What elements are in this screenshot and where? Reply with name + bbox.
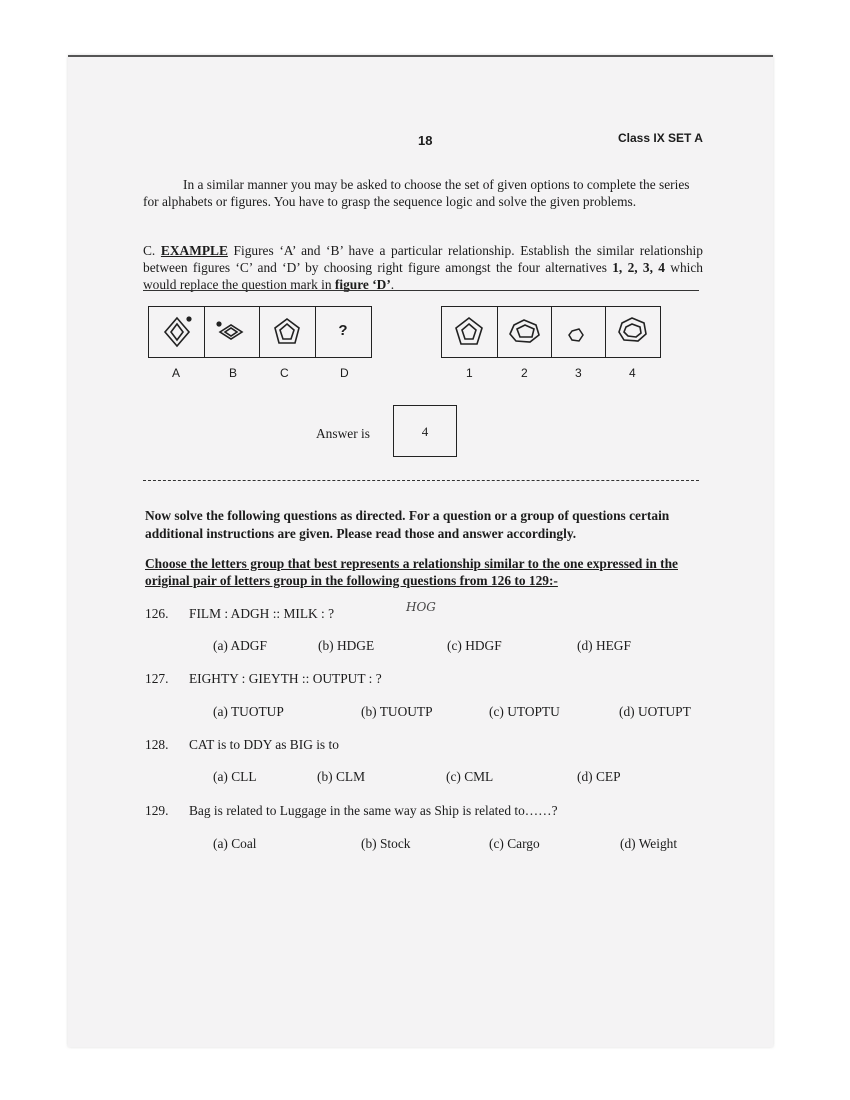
answer-figure-4-hexagon [619, 318, 646, 341]
answer-box [393, 405, 457, 457]
label-b: B [229, 366, 238, 380]
answer-figure-3-pentagon [569, 329, 583, 341]
question-128-option-b: (b) CLM [317, 769, 365, 784]
example-paragraph [143, 242, 703, 293]
example-text-2: which would replace the question mark in [143, 260, 703, 292]
answer-figures-box [441, 306, 661, 358]
page-number: 18 [418, 133, 433, 148]
figure-c-pentagon [275, 319, 299, 343]
answer-figures-drawing [442, 307, 660, 357]
question-126-option-d: (d) HEGF [577, 638, 631, 653]
label-3: 3 [575, 366, 582, 380]
divider-line [143, 290, 699, 291]
dashed-divider [143, 480, 699, 481]
example-text: Figures ‘A’ and ‘B’ have a particular relationship. Establish the similar relationship between figures ‘C’ and ‘D’ by choosing right figure amongst the four alternatives [143, 243, 703, 275]
question-127-text: EIGHTY : GIEYTH :: OUTPUT : ? [189, 671, 382, 686]
instructions: Now solve the following questions as directed. For a question or a group of questions certain additional instructions are given. Please read those and answer accordingly. [145, 508, 670, 541]
figure-b-diamond [216, 321, 242, 339]
question-127-option-b: (b) TUOUTP [361, 704, 433, 719]
example-end: . [390, 277, 395, 292]
question-129-text: Bag is related to Luggage in the same way as Ship is related to……? [189, 803, 558, 818]
example-prefix: C. [143, 243, 161, 258]
question-129-option-c: (c) Cargo [489, 836, 540, 851]
label-1: 1 [466, 366, 473, 380]
example-heading: EXAMPLE [160, 243, 228, 258]
question-127-option-c: (c) UTOPTU [489, 704, 560, 719]
question-126-option-a: (a) ADGF [213, 638, 267, 653]
question-126-option-c: (c) HDGF [447, 638, 502, 653]
handwritten-note: HOG [406, 600, 436, 614]
question-128-text: CAT is to DDY as BIG is to [189, 737, 339, 752]
example-figure-ref: figure ‘D’ [334, 277, 391, 292]
question-129-option-b: (b) Stock [361, 836, 411, 851]
label-c: C [280, 366, 289, 380]
figure-a-diamond [165, 316, 192, 346]
class-label: Class IX SET A [618, 131, 703, 145]
answer-figure-2-pentagon [510, 320, 539, 342]
label-4: 4 [629, 366, 636, 380]
question-128-option-d: (d) CEP [577, 769, 621, 784]
label-a: A [172, 366, 181, 380]
answer-figure-1-pentagon [456, 318, 482, 344]
question-128-option-a: (a) CLL [213, 769, 257, 784]
question-129-number: 129. [145, 803, 169, 818]
problem-figures-box [148, 306, 372, 358]
question-129-option-a: (a) Coal [213, 836, 257, 851]
question-127-option-d: (d) UOTUPT [619, 704, 691, 719]
answer-value: 4 [421, 424, 429, 439]
example-options: 1, 2, 3, 4 [612, 260, 665, 275]
question-129-option-d: (d) Weight [620, 836, 678, 851]
answer-label: Answer is [316, 426, 370, 441]
question-128-option-c: (c) CML [446, 769, 494, 784]
question-127-number: 127. [145, 671, 169, 686]
question-127-option-a: (a) TUOTUP [213, 704, 284, 719]
label-2: 2 [521, 366, 528, 380]
label-d: D [340, 366, 349, 380]
intro-paragraph: In a similar manner you may be asked to choose the set of given options to complete the series for alphabets or figures. You have to grasp the sequence logic and solve the given problems. [143, 177, 690, 209]
question-mark: ? [338, 322, 348, 339]
question-126-text: FILM : ADGH :: MILK : ? [189, 606, 335, 621]
question-128-number: 128. [145, 737, 169, 752]
question-126-option-b: (b) HDGE [318, 638, 375, 653]
question-126-number: 126. [145, 606, 169, 621]
section-heading: Choose the letters group that best represents a relationship similar to the one expressed in the original pair of letters group in the following questions from 126 to 129:- [145, 556, 679, 588]
